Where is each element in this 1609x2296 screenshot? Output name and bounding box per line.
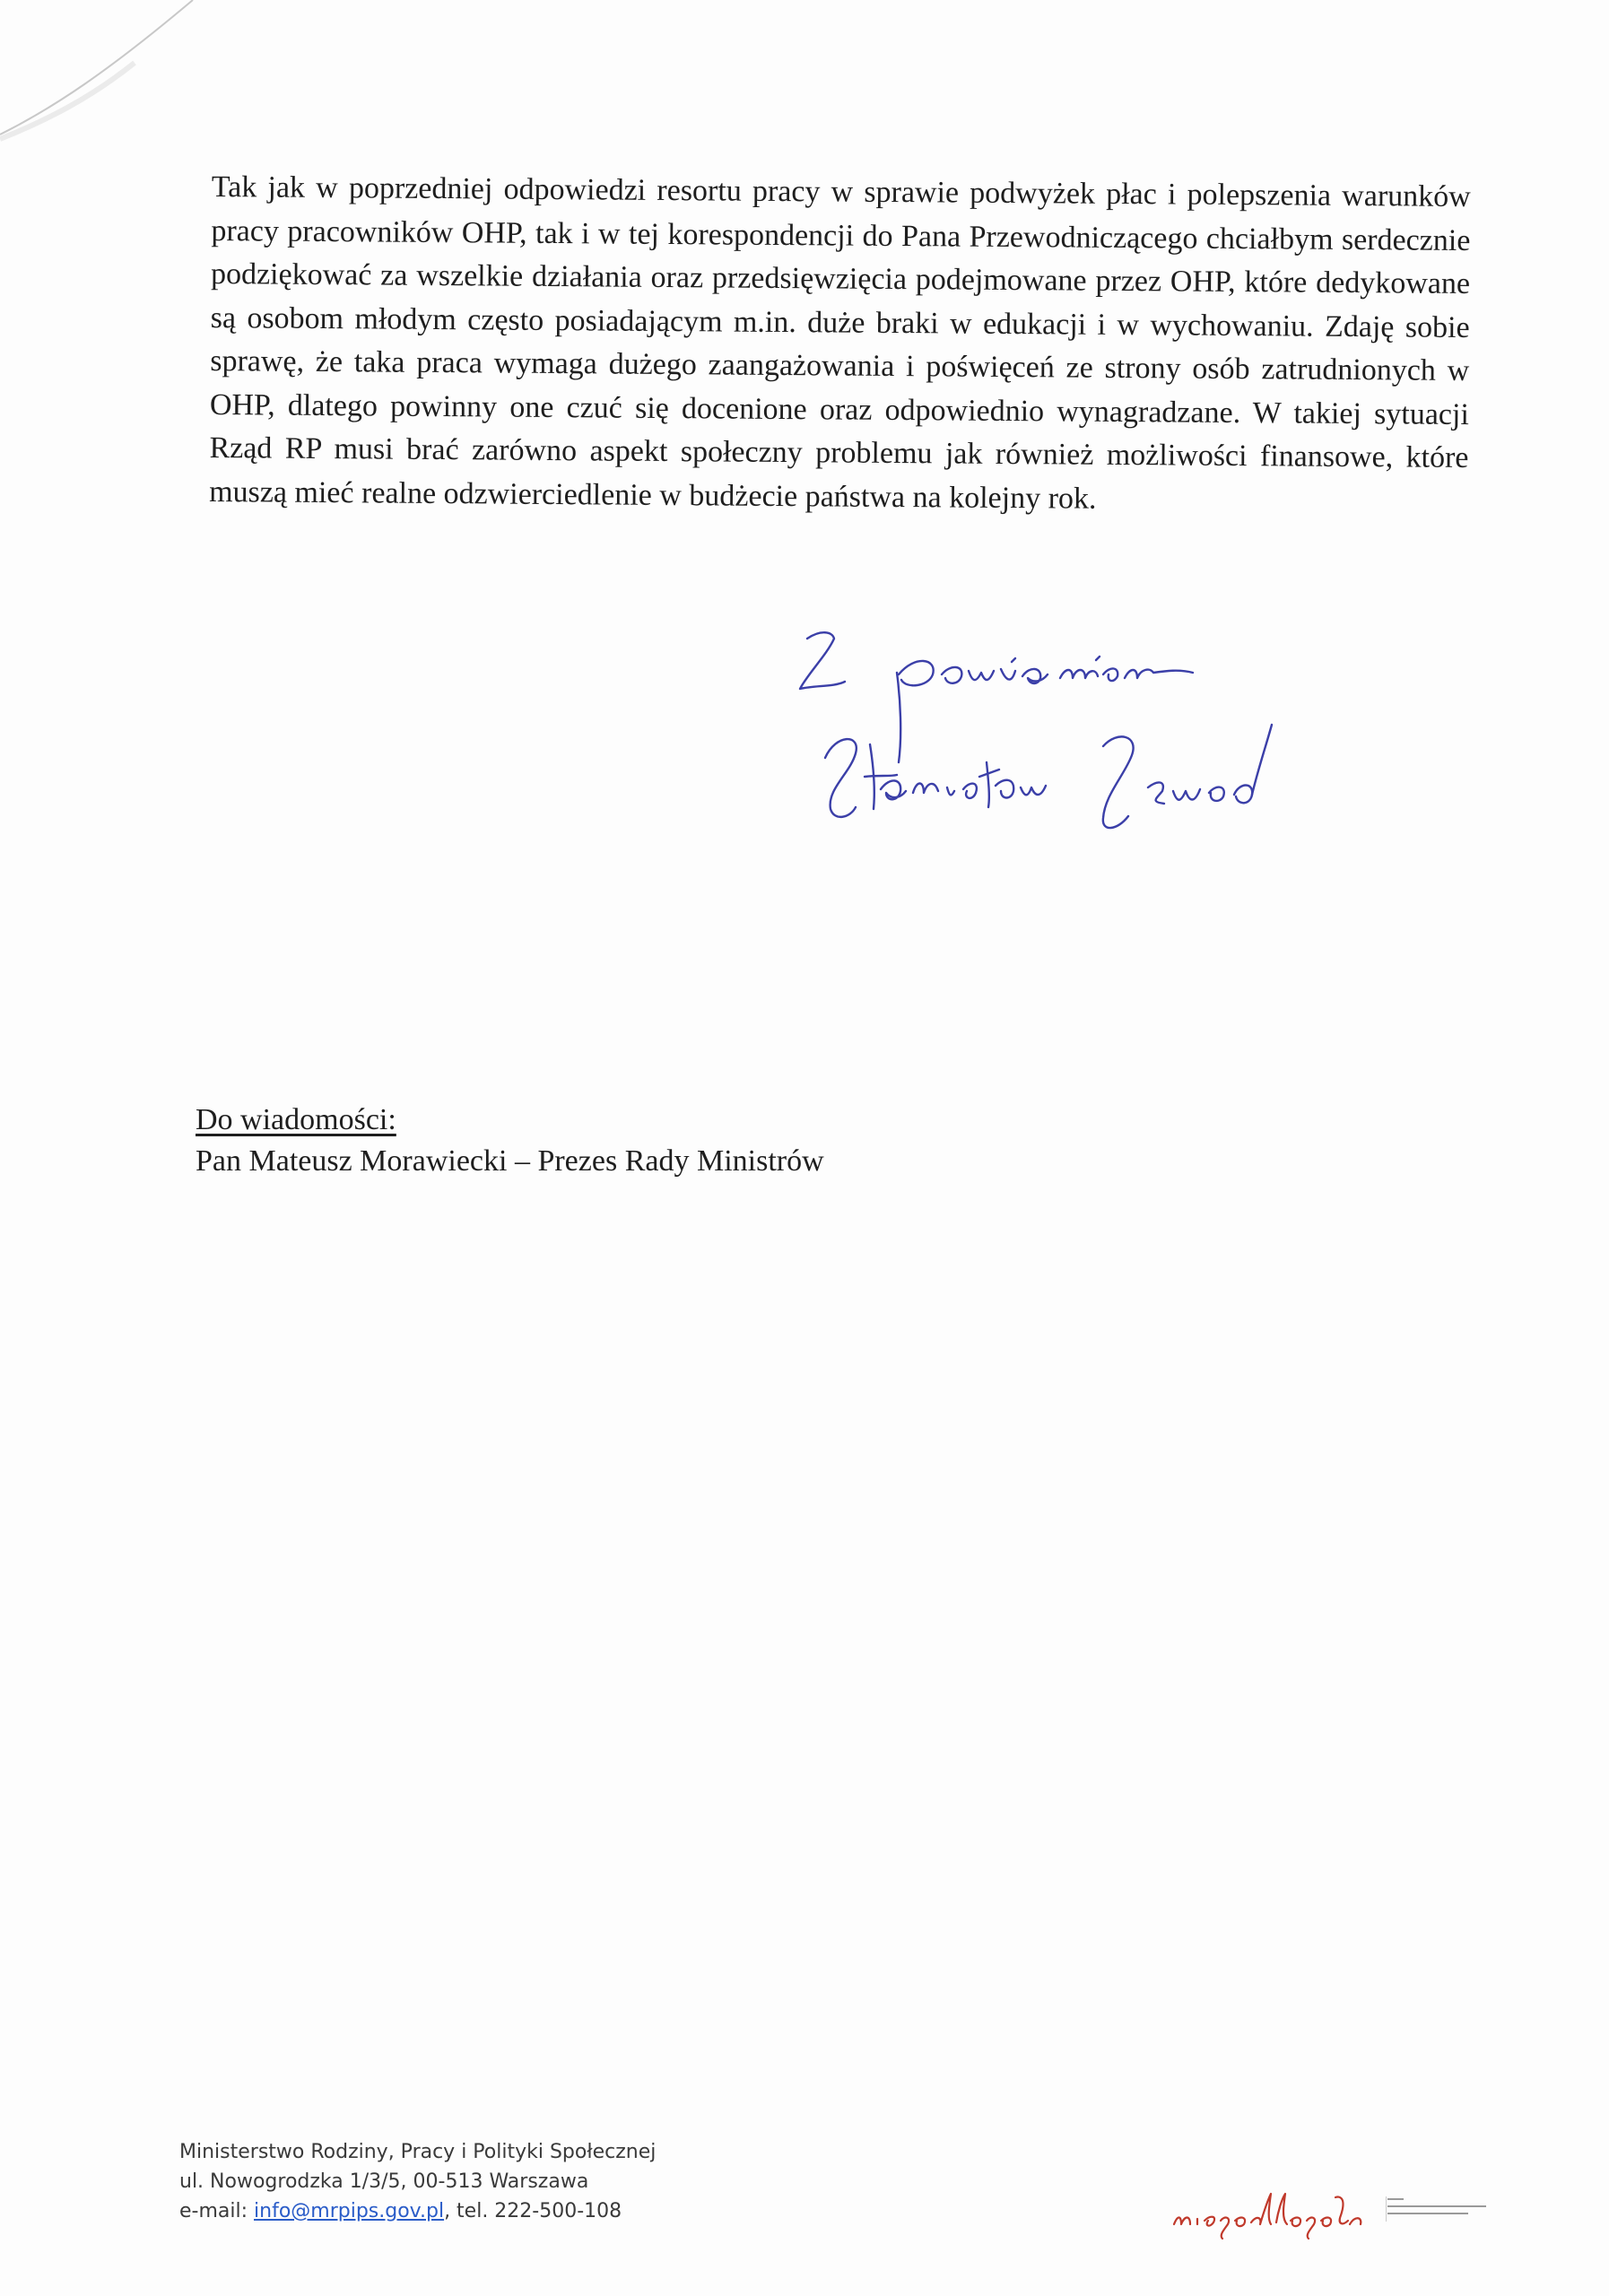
niepodlegla-logo-icon	[1170, 2188, 1368, 2242]
distribution-heading: Do wiadomości:	[196, 1103, 396, 1136]
handwritten-signature	[780, 619, 1336, 852]
logo-text: niepodległa	[1170, 2188, 1175, 2189]
footer-phone: , tel. 222-500-108	[444, 2200, 622, 2222]
letter-body	[209, 166, 1471, 524]
folded-corner-mark	[0, 0, 206, 152]
letter-paragraph: Tak jak w poprzedniej odpowiedzi resortu pracy w sprawie podwyżek płac i polepszenia warunków pracy pracowników OHP, tak i w tej korespondencji do Pana Przewodniczącego chciałbym serdecznie podziękować za wszelkie działania oraz przedsięwzięcia podejmowane przez OHP, które dedykowane są osobom młodym często posiadającym m.in. duże braki w edukacji i w wychowaniu. Zdaję sobie sprawę, że taka praca wymaga dużego zaangażowania i poświęceń ze strony osób zatrudnionych w OHP, dlatego powinny one czuć się docenione oraz odpowiednio wynagradzane. W takiej sytuacji Rząd RP musi brać zarówno aspekt społeczny problemu jak również możliwości finansowe, które muszą mieć realne odzwierciedlenie w budżecie państwa na kolejny rok.	[209, 170, 1471, 516]
footer-contact-line	[179, 2196, 656, 2226]
footer-address: ul. Nowogrodzka 1/3/5, 00-513 Warszawa	[179, 2170, 589, 2193]
logo-caption-mark	[1386, 2196, 1493, 2223]
footer-ministry-name: Ministerstwo Rodziny, Pracy i Polityki Społecznej	[179, 2141, 657, 2163]
footer-email-label: e-mail:	[179, 2200, 255, 2222]
footer-contact	[179, 2137, 656, 2226]
distribution-recipient: Pan Mateusz Morawiecki – Prezes Rady Ministrów	[196, 1144, 824, 1178]
footer-email-link[interactable]: info@mrpips.gov.pl	[254, 2200, 445, 2222]
distribution-list	[196, 1100, 824, 1182]
